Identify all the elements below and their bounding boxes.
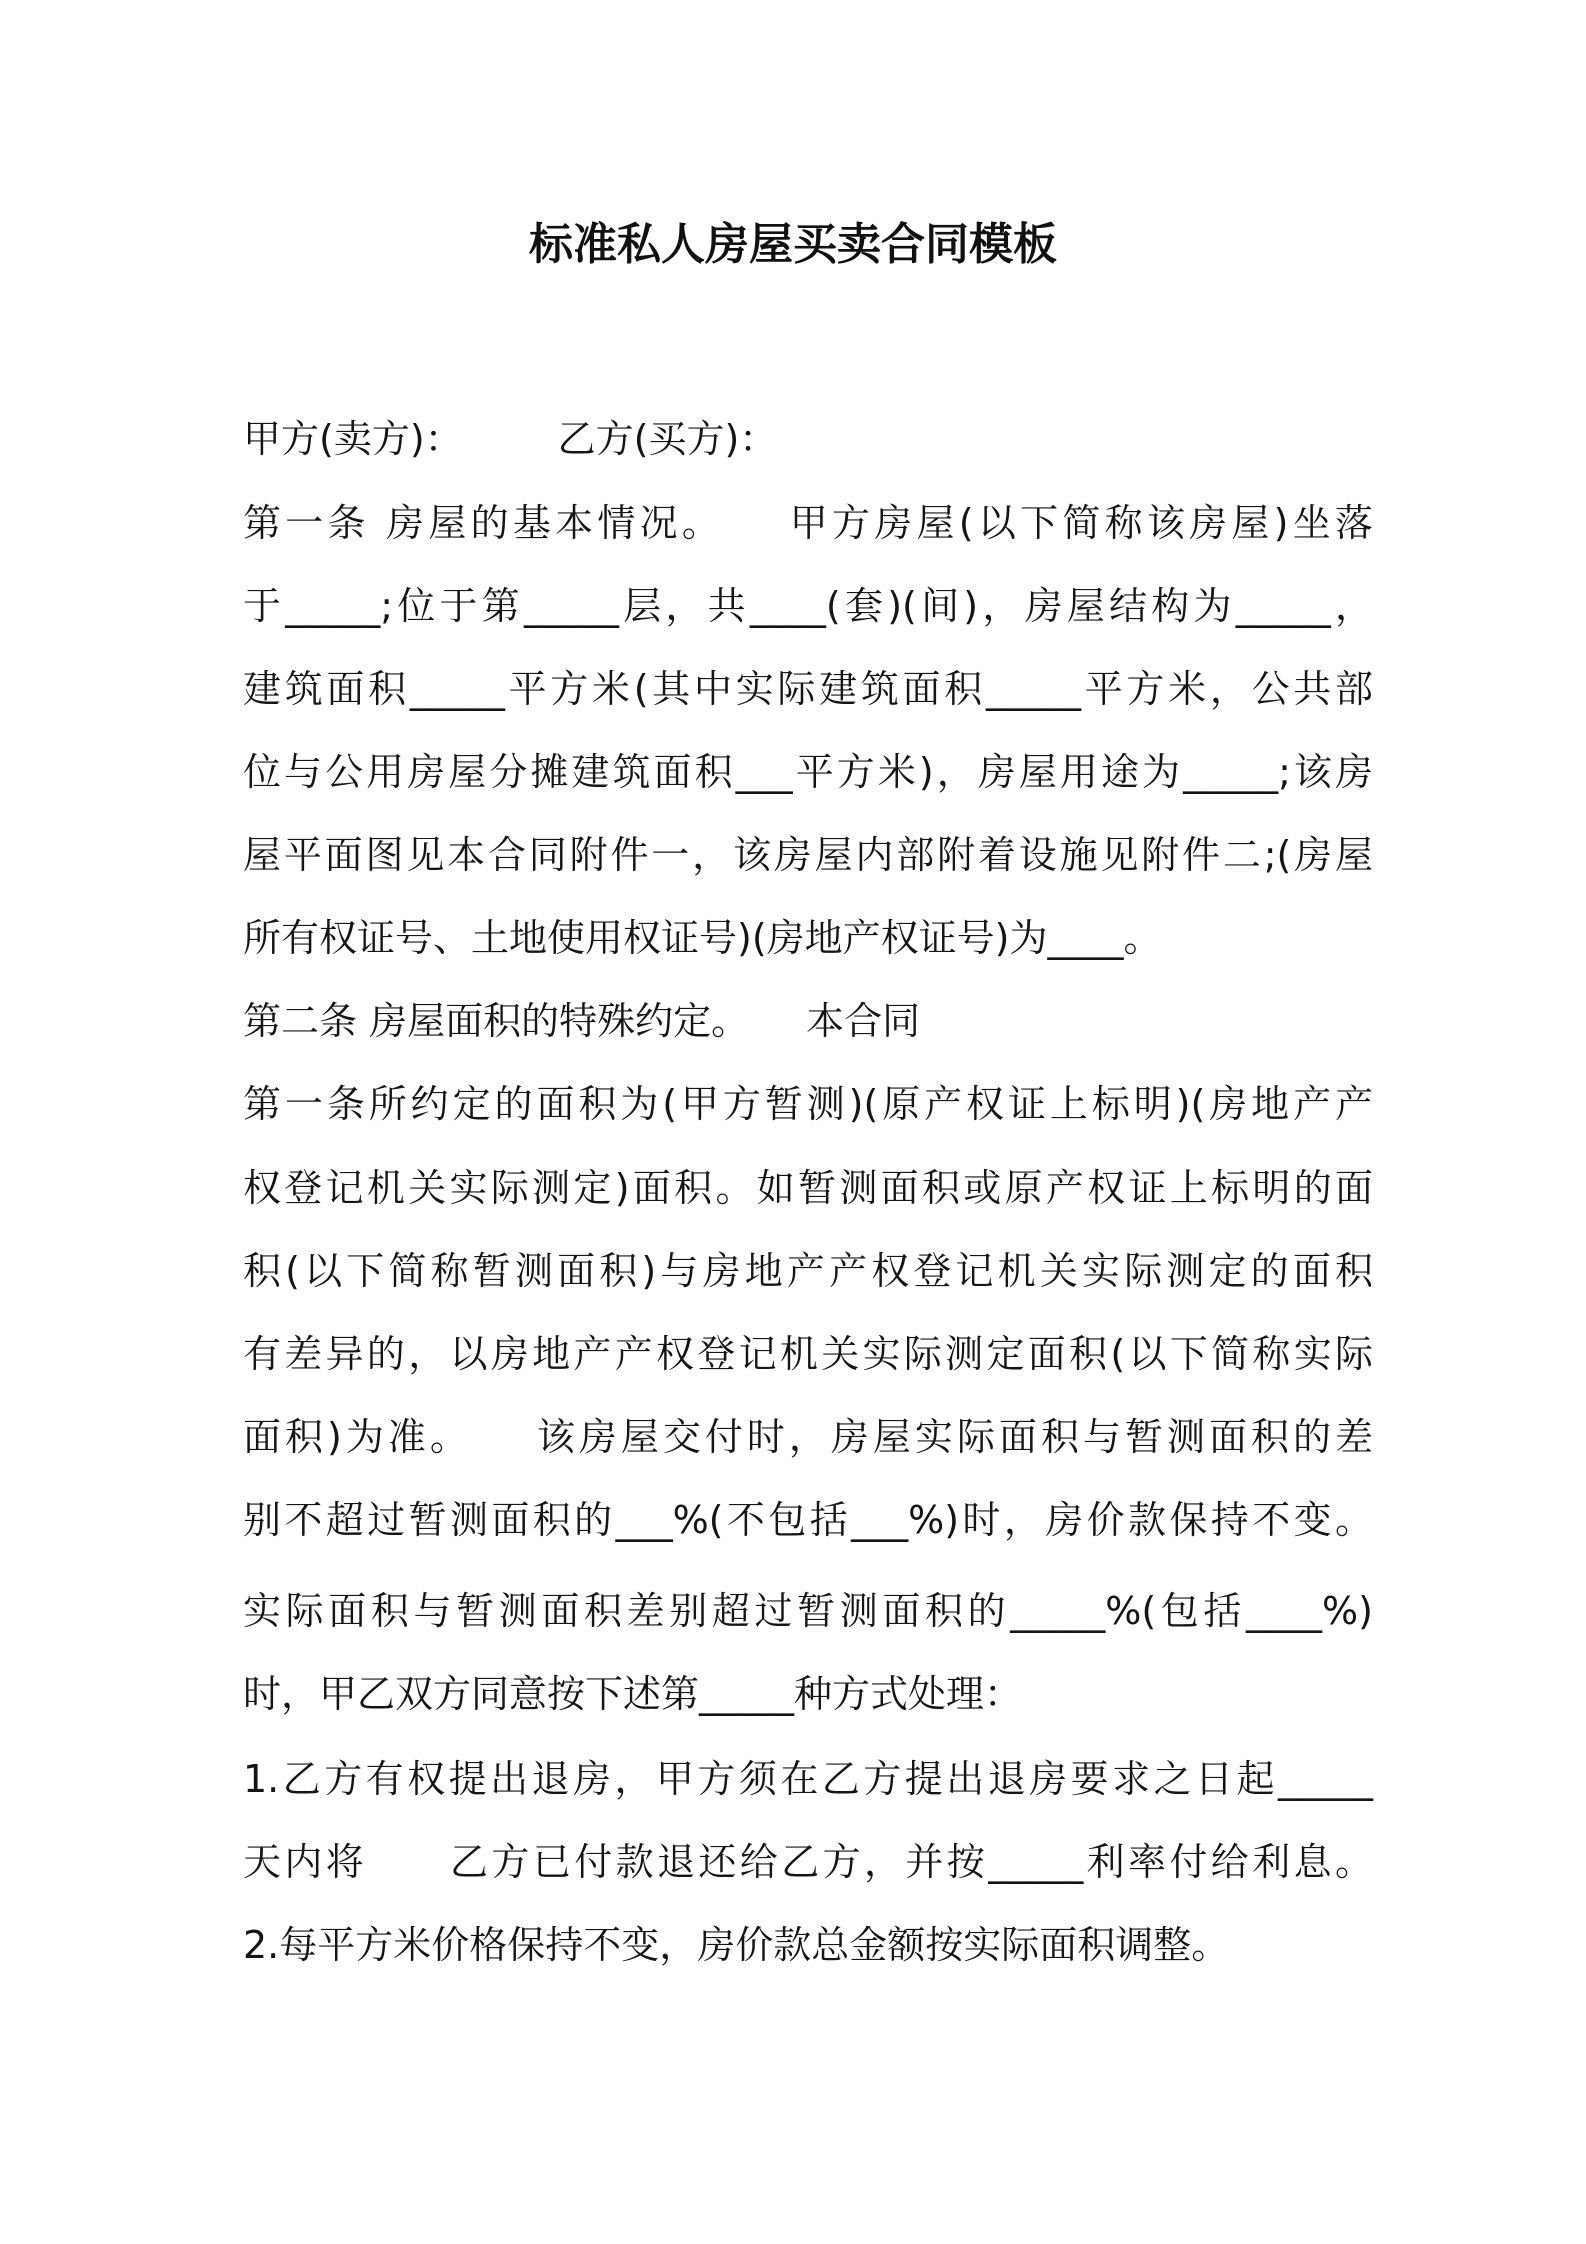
body-line: 权登记机关实际测定)面积。如暂测面积或原产权证上标明的面 [243, 1166, 1373, 1210]
body-line: 建筑面积_____平方米(其中实际建筑面积_____平方米，公共部 [243, 667, 1373, 711]
option-2-line: 2.每平方米价格保持不变，房价款总金额按实际面积调整。 [243, 1923, 1230, 1967]
body-line: 所有权证号、土地使用权证号)(房地产权证号)为____。 [243, 916, 1162, 960]
body-line: 第一条所约定的面积为(甲方暂测)(原产权证上标明)(房地产产 [243, 1082, 1373, 1126]
option-1-line: 1.乙方有权提出退房，甲方须在乙方提出退房要求之日起_____ [243, 1757, 1373, 1801]
body-line: 于_____;位于第_____层，共____(套)(间)，房屋结构为_____， [243, 584, 1373, 628]
article-1-heading-line: 第一条 房屋的基本情况。 甲方房屋(以下简称该房屋)坐落 [243, 501, 1373, 545]
body-line: 实际面积与暂测面积差别超过暂测面积的_____%(包括____%) [243, 1589, 1373, 1633]
document-title: 标准私人房屋买卖合同模板 [529, 219, 1057, 270]
option-1-line: 天内将 乙方已付款退还给乙方，并按_____利率付给利息。 [243, 1840, 1373, 1884]
body-line: 积(以下简称暂测面积)与房地产产权登记机关实际测定的面积 [243, 1249, 1373, 1293]
body-line: 有差异的，以房地产产权登记机关实际测定面积(以下简称实际 [243, 1332, 1373, 1376]
body-line: 别不超过暂测面积的___%(不包括___%)时，房价款保持不变。 [243, 1498, 1373, 1542]
party-line: 甲方(卖方)： 乙方(买方)： [243, 417, 778, 461]
body-line: 面积)为准。 该房屋交付时，房屋实际面积与暂测面积的差 [243, 1415, 1373, 1459]
body-line: 位与公用房屋分摊建筑面积___平方米)，房屋用途为_____;该房 [243, 750, 1373, 794]
body-line: 屋平面图见本合同附件一，该房屋内部附着设施见附件二;(房屋 [243, 833, 1373, 877]
body-line: 时，甲乙双方同意按下述第_____种方式处理： [243, 1672, 1023, 1716]
article-2-heading-line: 第二条 房屋面积的特殊约定。 本合同 [243, 999, 921, 1043]
